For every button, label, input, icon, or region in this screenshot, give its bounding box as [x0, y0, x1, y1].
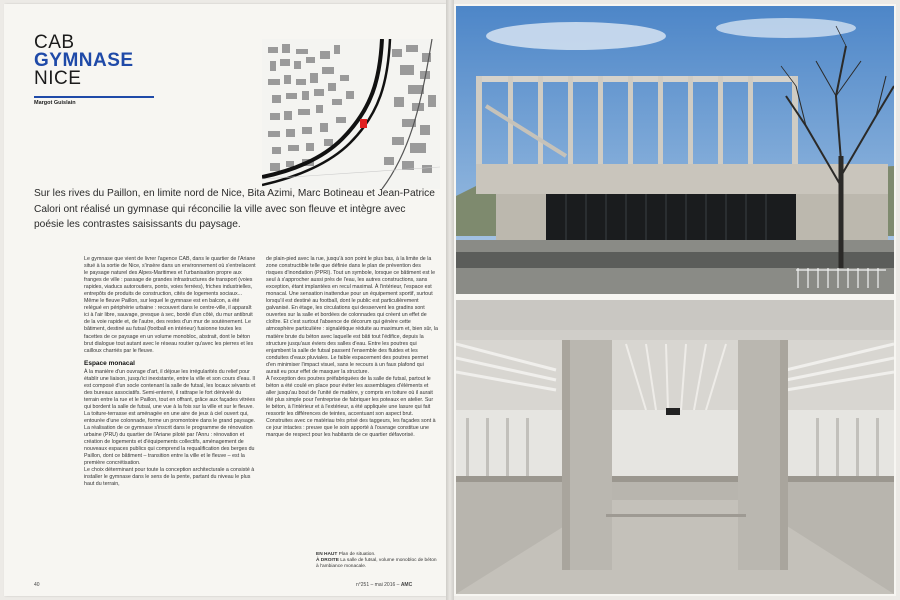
title-line-2: GYMNASE — [34, 50, 134, 71]
article-title — [34, 34, 134, 88]
paragraph: À l'exception des poutres préfabriquées de la salle de futsal, partout le béton a été coulé en place pour éviter les assemblages d'éléments et aller jusqu'au bout de l'unité de matière, y compris en toiture où il aurait été plus simple pour l'entreprise de fabriquer les poteaux en atelier. Sur le béton, à l'intérieur et à l'extérieur, a été appliquée une lasure qui fait ressortir les différences de teintes, accentuant son aspect brut. Construites avec ce matériau très prisé des taggeurs, les façades sont à ce jour intactes : preuve que le soin apporté à l'ouvrage constitue une marque de respect pour les habitants de ce quartier défavorisé. — [266, 375, 436, 439]
caption-label: EN HAUT — [316, 552, 338, 557]
subheading: Espace monacal — [84, 359, 135, 367]
caption-label: À DROITE — [316, 558, 339, 564]
folio — [356, 582, 412, 588]
author-byline: Margot Guislain — [34, 96, 154, 106]
paragraph: de plain-pied avec la rue, jusqu'à son point le plus bas, à la limite de la zone constructible telle que définie dans le plan de prévention des risques d'inondation (PPRI). Tout un symbole, lorsque ce bâtiment est le seul à s'approcher aussi près de l'eau, les autres constructions, sans exception, étant implantées en recul maximal. À l'intérieur, l'espace est monacal. Une sensation inattendue pour un équipement sportif, surtout lorsqu'il est destiné au football, dont le public est particulièrement galvanisé. En étage, les circulations qui desservent les gradins sont ouvertes sur la salle et bordées de colonnades qui créent un effet de cloître. Et c'est surtout l'absence de décorum qui génère cette atmosphère particulière : signalétique réduite au maximum et, bien sûr, la matière brute du béton avec laquelle est bâti tout l'édifice, depuis la structure jusqu'aux éviers des salles d'eau. Entre les poutres qui enjambent la salle de futsal passent l'ensemble des fluides et les conduites d'eaux pluviales. Le faible espacement des poutres permet d'en minimiser l'impact visuel, sans le recours à un faux plafond qui aurait eu pour effet de masquer la structure. — [266, 256, 438, 375]
interior-photo — [456, 300, 894, 594]
paragraph: À la manière d'un ouvrage d'art, il déjoue les irrégularités du relief pour établir une liaison, jusqu'ici inexistante, entre la ville et son cours d'eau. Il est composé d'un socle contenant la salle de futsal, les locaux sévants et des bureaux associatifs. Semi-enterré, il rattrape le fort dénivelé du terrain entre la rue et le Paillon, tout en offrant, grâce aux façades vitrées qui bordent la salle de futsal, une vue à la fois sur la ville et sur le fleuve. La toiture-terrasse est aménagée en une aire de jeux à ciel ouvert qui, entourée d'une colonnade, forme un promontoire dans le grand paysage. La réalisation de ce gymnase s'inscrit dans le programme de rénovation urbaine (PRU) du quartier de l'Ariane piloté par l'Anru : rénovation et création de logements et d'équipements collectifs, aménagement de nouveaux espaces publics qui comprend la requalification des berges du Paillon, dont ce bâtiment – transition entre la ville et le fleuve – est la première concrétisation. — [84, 368, 256, 467]
caption-text: La salle de futsal, volume monobloc de béton à l'ambiance monacale. — [316, 558, 437, 570]
site-marker — [360, 119, 367, 128]
right-page — [454, 4, 896, 596]
site-plan-map — [262, 39, 440, 189]
folio-magazine: AMC — [400, 582, 413, 588]
exterior-photo — [456, 6, 894, 294]
spread-gutter — [446, 0, 454, 600]
title-line-1: CAB — [34, 32, 75, 53]
text-column-1 — [84, 256, 256, 489]
article-lead: Sur les rives du Paillon, en limite nord de Nice, Bita Azimi, Marc Botineau et Jean-Patrice Calori ont réalisé un gymnase qui réconcilie la ville avec son fleuve et intègre avec poésie les contrastes saisissants du paysage. — [34, 188, 435, 230]
caption-text: Plan de situation. — [338, 552, 376, 557]
photo-caption — [316, 552, 438, 571]
paragraph: Le choix déterminant pour toute la conception architecturale a consisté à installer le gymnase dans le sens de la pente, partant du niveau le plus haut du terrain, — [84, 467, 255, 488]
title-line-3: NICE — [34, 68, 82, 89]
left-page — [4, 4, 446, 596]
folio-issue: n°251 – mai 2016 – — [356, 582, 400, 588]
paragraph: Le gymnase que vient de livrer l'agence CAB, dans le quartier de l'Ariane situé à la sortie de Nice, s'insère dans un environnement où s'entrelacent le paysage naturel des Alpes-Maritimes et l'urbanisation propre aux franges de ville : passage de grandes infrastructures de transport (voies rapides, viaducs autoroutiers, ponts, voies ferrées), friches industrielles, entrepôts de produits de construction, cités de logements sociaux... Même le fleuve Paillon, sur lequel le gymnase est en balcon, a été relégué en périphérie urbaine : recouvert dans le centre-ville, il apparaît ici à l'air libre, sauvage, presque à sec, bordé d'un côté, du mur antibruit de la voie rapide et, de l'autre, des restes d'un mur de soutènement. Le bâtiment, destiné au futsal (football en intérieur) fusionne toutes les facettes de ce paysage en un volume monobloc, abstrait, dont le béton brut dialogue tout autant avec le réseau routier qu'avec les pierres et les cailloux charriés par le fleuve. — [84, 256, 256, 354]
text-column-2 — [266, 256, 438, 439]
page-number: 40 — [34, 582, 40, 588]
